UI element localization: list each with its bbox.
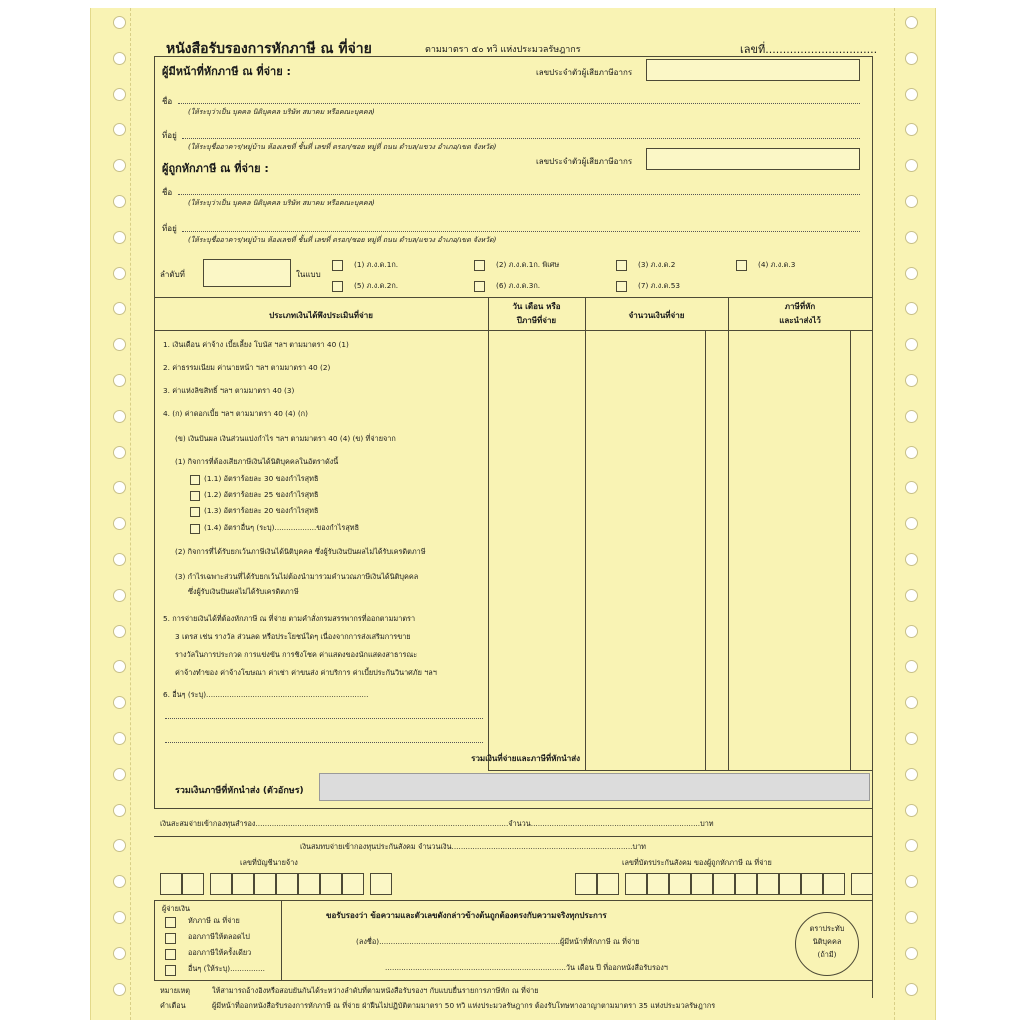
col-divider <box>488 297 489 770</box>
income-row: 3 เตรส เช่น รางวัล ส่วนลด หรือประโยชน์ใดๆ เนื่องจากการส่งเสริมการขาย <box>175 632 411 641</box>
employer-account-digit[interactable] <box>342 873 364 895</box>
payer-other-checkbox[interactable] <box>165 965 176 976</box>
tractor-hole <box>113 517 126 530</box>
payer-address-hint: (ให้ระบุชื่ออาคาร/หมู่บ้าน ห้องเลขที่ ชั้นที่ เลขที่ ตรอก/ซอย หมู่ที่ ถนน ตำบล/แขวง อำเภอ/เขต จังหวัด) <box>188 143 497 151</box>
social-security-digit[interactable] <box>757 873 779 895</box>
tractor-hole <box>905 52 918 65</box>
social-security-digit[interactable] <box>691 873 713 895</box>
signature-line[interactable]: (ลงชื่อ)..............................................................................ผู้มีหน้าที่หักภาษี ณ ที่จ่าย <box>356 937 640 946</box>
social-security-digit[interactable] <box>713 873 735 895</box>
social-security-digit[interactable] <box>575 873 597 895</box>
tractor-hole <box>905 302 918 315</box>
tractor-hole <box>905 804 918 817</box>
employer-account-digit[interactable] <box>276 873 298 895</box>
tractor-hole <box>905 911 918 924</box>
other-income-line[interactable] <box>165 718 483 719</box>
form-option-label: (1) ภ.ง.ด.1ก. <box>354 260 399 269</box>
total-row-label: รวมเงินที่จ่ายและภาษีที่หักนำส่ง <box>471 754 580 763</box>
form-title-sub: ตามมาตรา ๕๐ ทวิ แห่งประมวลรัษฎากร <box>425 45 581 55</box>
tractor-hole <box>905 839 918 852</box>
tractor-hole <box>905 696 918 709</box>
tractor-hole <box>113 302 126 315</box>
income-row: (1) กิจการที่ต้องเสียภาษีเงินได้นิติบุคคลในอัตราดังนี้ <box>175 457 339 466</box>
frame-top <box>154 56 872 57</box>
table-header-bottom <box>154 330 872 331</box>
tractor-hole <box>113 947 126 960</box>
income-row: (1.2) อัตราร้อยละ 25 ของกำไรสุทธิ <box>204 490 319 499</box>
social-security-digit[interactable] <box>801 873 823 895</box>
tractor-hole <box>113 410 126 423</box>
payee-address-label: ที่อยู่ <box>162 224 177 233</box>
social-security-digit[interactable] <box>851 873 873 895</box>
employer-account-digit[interactable] <box>298 873 320 895</box>
form-pnd2-checkbox[interactable] <box>616 260 627 271</box>
income-row: 5. การจ่ายเงินได้ที่ต้องหักภาษี ณ ที่จ่าย ตามคำสั่งกรมสรรพากรที่ออกตามมาตรา <box>163 614 416 623</box>
tractor-hole <box>113 625 126 638</box>
payee-address-hint: (ให้ระบุชื่ออาคาร/หมู่บ้าน ห้องเลขที่ ชั้นที่ เลขที่ ตรอก/ซอย หมู่ที่ ถนน ตำบล/แขวง อำเภอ/เขต จังหวัด) <box>188 236 497 244</box>
divider <box>154 900 872 901</box>
tractor-hole <box>905 123 918 136</box>
tractor-hole <box>905 410 918 423</box>
payee-address-input[interactable] <box>182 231 860 232</box>
tractor-hole <box>113 553 126 566</box>
employer-account-label: เลขที่บัญชีนายจ้าง <box>240 858 298 867</box>
rate-20-checkbox[interactable] <box>190 507 200 517</box>
tractor-hole <box>905 875 918 888</box>
tractor-hole <box>113 374 126 387</box>
form-pnd1a-special-checkbox[interactable] <box>474 260 485 271</box>
social-security-digit[interactable] <box>823 873 845 895</box>
tractor-hole <box>905 267 918 280</box>
col-divider <box>728 297 729 770</box>
social-security-line[interactable]: เงินสมทบจ่ายเข้ากองทุนประกันสังคม จำนวนเงิน..............................................................................บาท <box>300 842 646 851</box>
employer-account-digit[interactable] <box>370 873 392 895</box>
in-form-label: ในแบบ <box>296 270 321 279</box>
tractor-hole <box>905 553 918 566</box>
tractor-hole <box>113 732 126 745</box>
social-security-digit[interactable] <box>779 873 801 895</box>
tractor-hole <box>113 338 126 351</box>
tractor-hole <box>113 88 126 101</box>
tractor-hole <box>113 804 126 817</box>
pay-once-checkbox[interactable] <box>165 949 176 960</box>
tractor-hole <box>905 446 918 459</box>
col-subdivider <box>850 330 851 770</box>
tractor-hole <box>905 625 918 638</box>
tractor-hole <box>113 267 126 280</box>
payer-option-label: อื่นๆ (ให้ระบุ)............... <box>188 964 265 973</box>
tractor-hole <box>113 231 126 244</box>
form-option-label: (6) ภ.ง.ด.3ก. <box>496 281 541 290</box>
tractor-hole <box>113 911 126 924</box>
col-header-date-line2: ปีภาษีที่จ่าย <box>516 316 557 325</box>
payer-name-hint: (ให้ระบุว่าเป็น บุคคล นิติบุคคล บริษัท สมาคม หรือคณะบุคคล) <box>188 108 375 116</box>
employer-account-digit[interactable] <box>182 873 204 895</box>
seal-label: ตราประทับ <box>809 924 845 933</box>
tractor-hole <box>905 983 918 996</box>
col-subdivider <box>705 330 706 770</box>
tractor-hole <box>905 589 918 602</box>
tractor-hole <box>113 52 126 65</box>
payer-option-label: หักภาษี ณ ที่จ่าย <box>188 916 240 925</box>
divider <box>154 808 872 809</box>
tractor-hole <box>905 374 918 387</box>
form-option-label: (3) ภ.ง.ด.2 <box>638 260 676 269</box>
col-header-tax-line2: และนำส่งไว้ <box>779 316 821 325</box>
withhold-checkbox[interactable] <box>165 917 176 928</box>
income-row: 4. (ก) ค่าดอกเบี้ย ฯลฯ ตามมาตรา 40 (4) (ก) <box>163 409 308 418</box>
total-row-bottom <box>488 770 872 771</box>
warning-text: ผู้มีหน้าที่ออกหนังสือรับรองการหักภาษี ณ ที่จ่าย ฝ่าฝืนไม่ปฏิบัติตามมาตรา 50 ทวิ แห่งประมวลรัษฎากร ต้องรับโทษทางอาญาตามมาตรา 35 แห่งประมวลรัษฎากร <box>212 1001 716 1010</box>
frame-left <box>154 56 155 808</box>
form-title: หนังสือรับรองการหักภาษี ณ ที่จ่าย <box>166 41 372 57</box>
col-header-amount: จำนวนเงินที่จ่าย <box>628 311 685 320</box>
col-header-income-type: ประเภทเงินได้พึงประเมินที่จ่าย <box>269 311 373 320</box>
employer-account-digit[interactable] <box>160 873 182 895</box>
form-pnd1a-checkbox[interactable] <box>332 260 343 271</box>
payee-taxid-input[interactable] <box>646 148 860 170</box>
income-row: (1.4) อัตราอื่นๆ (ระบุ)..................ของกำไรสุทธิ <box>204 523 360 532</box>
social-security-digit[interactable] <box>735 873 757 895</box>
employer-account-digit[interactable] <box>320 873 342 895</box>
tractor-hole <box>905 159 918 172</box>
issue-date-line[interactable]: ..............................................................................วัน เดือน ปี ที่ออกหนังสือรับรองฯ <box>385 963 668 972</box>
form-pnd3a-checkbox[interactable] <box>474 281 485 292</box>
payer-address-label: ที่อยู่ <box>162 131 177 140</box>
payee-name-input[interactable] <box>178 194 860 195</box>
income-row: 3. ค่าแห่งลิขสิทธิ์ ฯลฯ ตามมาตรา 40 (3) <box>163 386 295 395</box>
income-row: (1.3) อัตราร้อยละ 20 ของกำไรสุทธิ <box>204 506 319 515</box>
income-row: รางวัลในการประกวด การแข่งขัน การชิงโชค ค่าแสดงของนักแสดงสาธารณะ <box>175 650 418 659</box>
tractor-hole <box>905 768 918 781</box>
col-header-date-line1: วัน เดือน หรือ <box>512 302 561 311</box>
payee-name-hint: (ให้ระบุว่าเป็น บุคคล นิติบุคคล บริษัท สมาคม หรือคณะบุคคล) <box>188 199 375 207</box>
form-option-label: (2) ภ.ง.ด.1ก. พิเศษ <box>496 260 560 269</box>
income-row: 2. ค่าธรรมเนียม ค่านายหน้า ฯลฯ ตามมาตรา 40 (2) <box>163 363 331 372</box>
divider <box>154 836 872 837</box>
tractor-hole <box>113 446 126 459</box>
income-row: (3) กำไรเฉพาะส่วนที่ได้รับยกเว้นไม่ต้องนำมารวมคำนวณภาษีเงินได้นิติบุคคล <box>175 572 419 581</box>
tractor-hole <box>113 768 126 781</box>
tractor-hole <box>113 983 126 996</box>
col-divider <box>281 900 282 980</box>
tractor-hole <box>113 195 126 208</box>
col-header-tax-line1: ภาษีที่หัก <box>784 302 816 311</box>
tractor-hole <box>905 195 918 208</box>
note-text: ให้สามารถอ้างอิงหรือสอบยันกันได้ระหว่างลำดับที่ตามหนังสือรับรองฯ กับแบบยื่นรายการภาษีหัก ณ ที่จ่าย <box>212 986 539 995</box>
social-security-digit[interactable] <box>647 873 669 895</box>
tractor-hole <box>905 481 918 494</box>
tractor-hole <box>113 16 126 29</box>
social-security-card-label: เลขที่บัตรประกันสังคม ของผู้ถูกหักภาษี ณ ที่จ่าย <box>622 858 772 867</box>
payer-option-title: ผู้จ่ายเงิน <box>162 904 190 913</box>
payer-address-input[interactable] <box>182 138 860 139</box>
sequence-input[interactable] <box>203 259 291 287</box>
payer-name-label: ชื่อ <box>162 97 173 106</box>
provident-fund-line[interactable]: เงินสะสมจ่ายเข้ากองทุนสำรอง.............................................................................................................จำนวน.........................................................................บาท <box>160 819 714 828</box>
payer-name-input[interactable] <box>178 103 860 104</box>
seal-label: (ถ้ามี) <box>817 950 837 959</box>
income-row: (ข) เงินปันผล เงินส่วนแบ่งกำไร ฯลฯ ตามมาตรา 40 (4) (ข) ที่จ่ายจาก <box>175 434 396 443</box>
frame-left-bottom <box>154 900 155 980</box>
payee-taxid-label: เลขประจำตัวผู้เสียภาษีอากร <box>536 157 633 166</box>
income-row: 6. อื่นๆ (ระบุ)...................................................................... <box>163 690 369 699</box>
employer-account-digit[interactable] <box>254 873 276 895</box>
payee-name-label: ชื่อ <box>162 188 173 197</box>
rate-other-checkbox[interactable] <box>190 524 200 534</box>
employer-account-digit[interactable] <box>210 873 232 895</box>
tractor-hole <box>905 88 918 101</box>
tractor-hole <box>905 16 918 29</box>
income-row: ค่าจ้างทำของ ค่าจ้างโฆษณา ค่าเช่า ค่าขนส่ง ค่าบริการ ค่าเบี้ยประกันวินาศภัย ฯลฯ <box>175 668 437 677</box>
tractor-hole <box>113 589 126 602</box>
other-income-line[interactable] <box>165 742 483 743</box>
tractor-hole <box>905 338 918 351</box>
tractor-hole <box>905 660 918 673</box>
form-pnd3-checkbox[interactable] <box>736 260 747 271</box>
divider <box>154 980 872 981</box>
tractor-hole <box>113 123 126 136</box>
form-option-label: (4) ภ.ง.ด.3 <box>758 260 796 269</box>
payer-taxid-label: เลขประจำตัวผู้เสียภาษีอากร <box>536 68 633 77</box>
perforation-right <box>894 8 895 1020</box>
tractor-hole <box>113 159 126 172</box>
form-pnd53-checkbox[interactable] <box>616 281 627 292</box>
tractor-hole <box>905 947 918 960</box>
income-row: (1.1) อัตราร้อยละ 30 ของกำไรสุทธิ <box>204 474 319 483</box>
document-number[interactable]: เลขที่................................ <box>740 43 878 56</box>
payer-taxid-input[interactable] <box>646 59 860 81</box>
payer-heading: ผู้มีหน้าที่หักภาษี ณ ที่จ่าย : <box>162 65 291 78</box>
seal-label: นิติบุคคล <box>812 937 842 946</box>
payer-option-label: ออกภาษีให้ตลอดไป <box>188 932 250 941</box>
warning-label: คำเตือน <box>160 1001 186 1010</box>
social-security-digit[interactable] <box>669 873 691 895</box>
form-pnd2a-checkbox[interactable] <box>332 281 343 292</box>
tractor-hole <box>113 839 126 852</box>
pay-always-checkbox[interactable] <box>165 933 176 944</box>
note-label: หมายเหตุ <box>160 986 191 995</box>
rate-30-checkbox[interactable] <box>190 475 200 485</box>
employer-account-digit[interactable] <box>232 873 254 895</box>
income-row: (2) กิจการที่ได้รับยกเว้นภาษีเงินได้นิติบุคคล ซึ่งผู้รับเงินปันผลไม่ได้รับเครดิตภาษี <box>175 547 426 556</box>
table-top <box>154 297 872 298</box>
sequence-label: ลำดับที่ <box>160 270 185 279</box>
tractor-hole <box>905 732 918 745</box>
form-option-label: (7) ภ.ง.ด.53 <box>638 281 681 290</box>
social-security-digit[interactable] <box>625 873 647 895</box>
social-security-digit[interactable] <box>597 873 619 895</box>
frame-right <box>872 56 873 998</box>
tractor-hole <box>113 481 126 494</box>
tractor-hole <box>113 696 126 709</box>
payer-option-label: ออกภาษีให้ครั้งเดียว <box>188 948 252 957</box>
payee-heading: ผู้ถูกหักภาษี ณ ที่จ่าย : <box>162 162 269 175</box>
certify-statement: ขอรับรองว่า ข้อความและตัวเลขดังกล่าวข้างต้นถูกต้องตรงกับความจริงทุกประการ <box>326 911 607 920</box>
col-divider <box>585 297 586 770</box>
total-words-input[interactable] <box>319 773 870 801</box>
tractor-hole <box>113 660 126 673</box>
perforation-left <box>130 8 131 1020</box>
income-row: ซึ่งผู้รับเงินปันผลไม่ได้รับเครดิตภาษี <box>188 587 299 596</box>
tractor-hole <box>113 875 126 888</box>
form-option-label: (5) ภ.ง.ด.2ก. <box>354 281 399 290</box>
tractor-hole <box>905 517 918 530</box>
income-row: 1. เงินเดือน ค่าจ้าง เบี้ยเลี้ยง โบนัส ฯลฯ ตามมาตรา 40 (1) <box>163 340 349 349</box>
total-words-label: รวมเงินภาษีที่หักนำส่ง (ตัวอักษร) <box>175 786 304 796</box>
tractor-hole <box>905 231 918 244</box>
rate-25-checkbox[interactable] <box>190 491 200 501</box>
